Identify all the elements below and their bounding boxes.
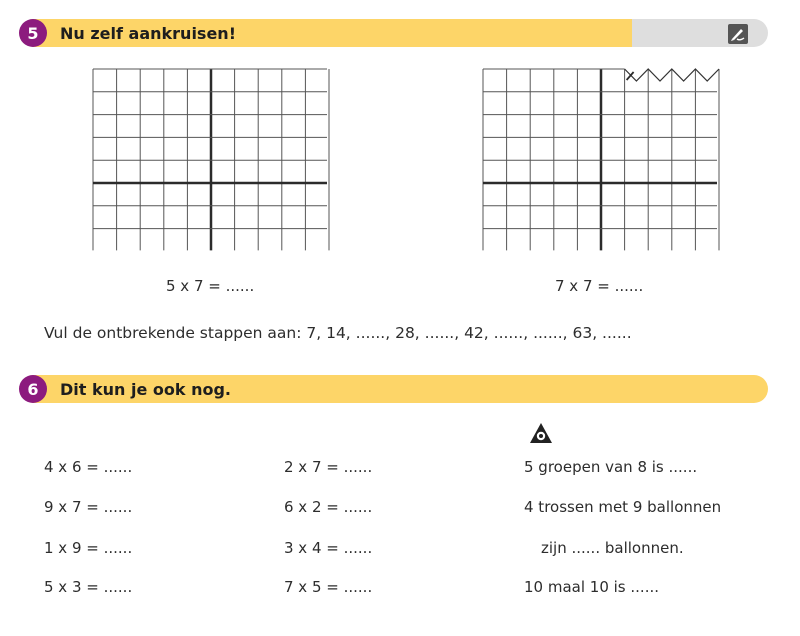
right-multiplication-grid[interactable] — [482, 68, 720, 252]
left-grid-exercise: 5 x 7 = ...... — [166, 277, 255, 295]
section-6-title: Dit kun je ook nog. — [60, 380, 231, 399]
word-problem-2: 4 trossen met 9 ballonnen — [524, 498, 722, 516]
exercise-col2-2: 6 x 2 = ...... — [284, 498, 373, 516]
exercise-col1-1: 4 x 6 = ...... — [44, 458, 133, 476]
pencil-writing-icon — [728, 24, 748, 44]
section-6-number: 6 — [19, 375, 47, 403]
exercise-col2-3: 3 x 4 = ...... — [284, 539, 373, 557]
section-5-title: Nu zelf aankruisen! — [60, 24, 236, 43]
left-multiplication-grid[interactable] — [92, 68, 330, 252]
exercise-col2-4: 7 x 5 = ...... — [284, 578, 373, 596]
word-problem-3: 10 maal 10 is ...... — [524, 578, 659, 596]
exercise-col2-1: 2 x 7 = ...... — [284, 458, 373, 476]
word-problem-2-cont: zijn ...... ballonnen. — [541, 539, 684, 557]
sequence-exercise: Vul de ontbrekende stappen aan: 7, 14, ......, 28, ......, 42, ......, ......, 63, ...... — [44, 324, 632, 342]
exercise-col1-4: 5 x 3 = ...... — [44, 578, 133, 596]
exercise-col1-2: 9 x 7 = ...... — [44, 498, 133, 516]
check-mark-accent — [627, 72, 634, 80]
word-problem-1: 5 groepen van 8 is ...... — [524, 458, 698, 476]
triangle-level-icon — [529, 422, 553, 444]
section-5-number: 5 — [19, 19, 47, 47]
right-grid-exercise: 7 x 7 = ...... — [555, 277, 644, 295]
exercise-col1-3: 1 x 9 = ...... — [44, 539, 133, 557]
